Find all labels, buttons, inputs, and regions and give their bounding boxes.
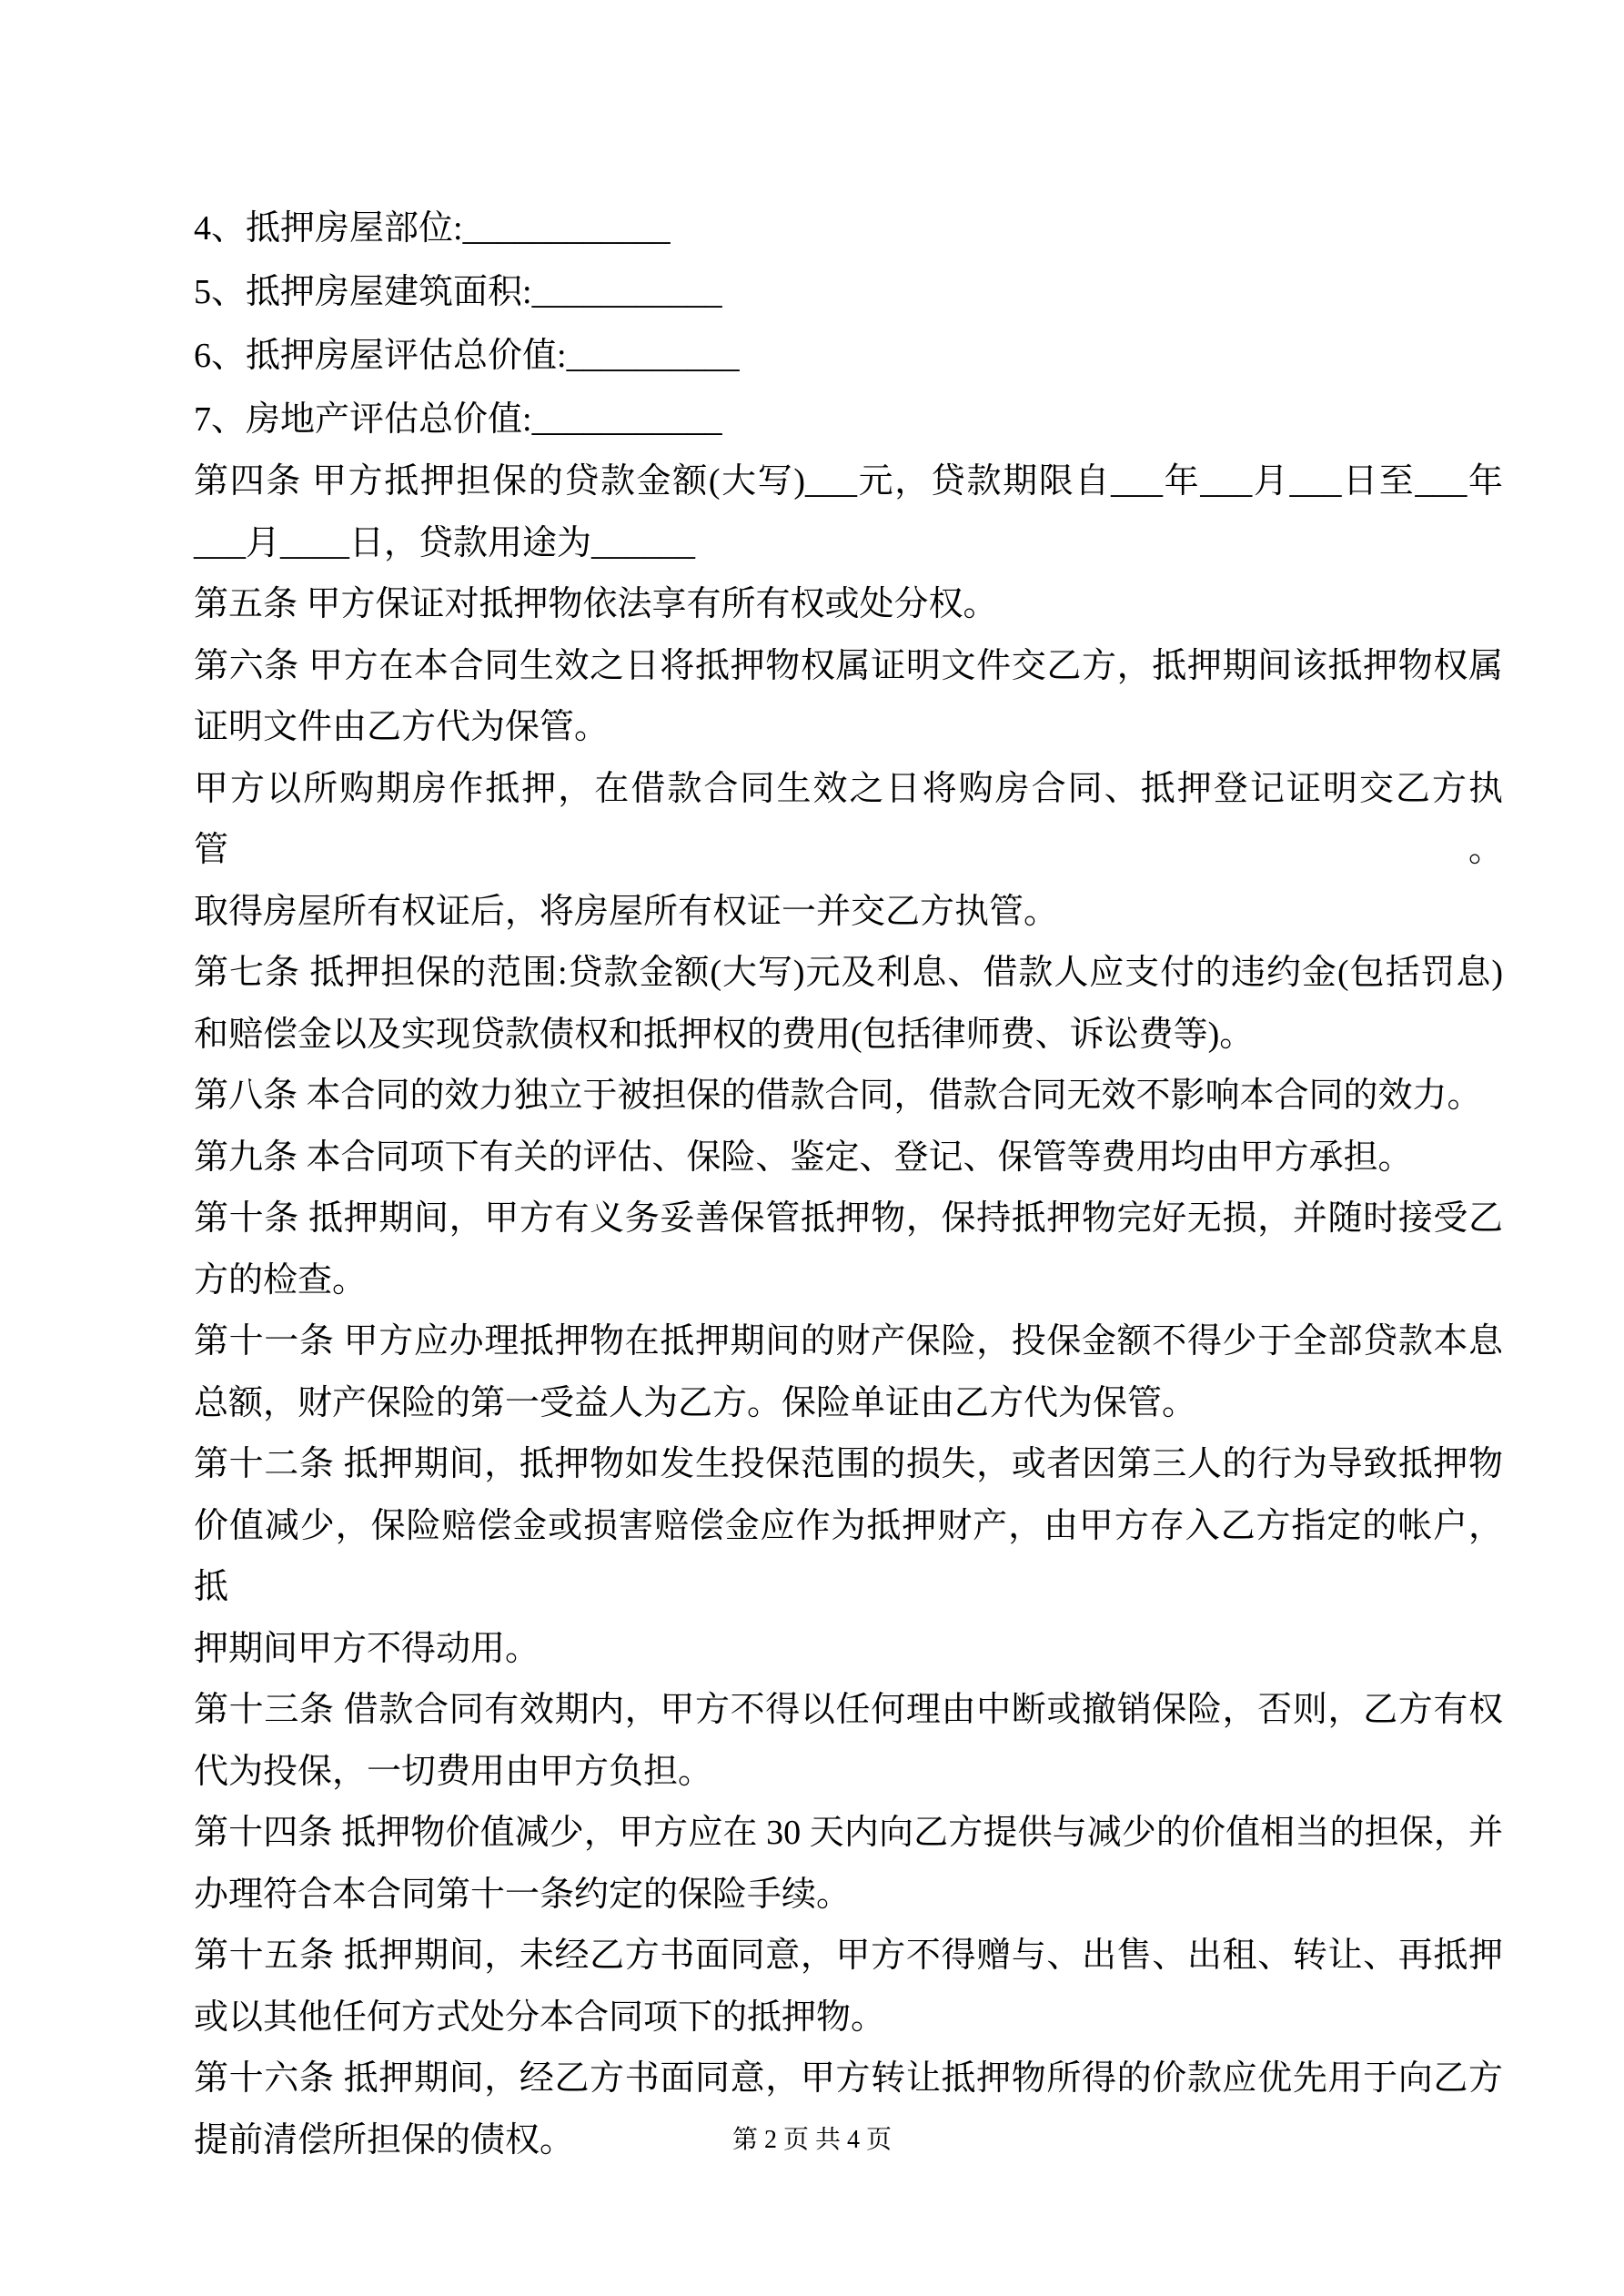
clause-6-line: 第六条 甲方在本合同生效之日将抵押物权属证明文件交乙方，抵押期间该抵押物权属	[194, 646, 1503, 685]
clause-14-line: 第十四条 抵押物价值减少，甲方应在 30 天内向乙方提供与减少的价值相当的担保，并	[194, 1814, 1503, 1852]
clause-12-line: 押期间甲方不得动用。	[194, 1629, 540, 1668]
clause-6-line: 证明文件由乙方代为保管。	[194, 708, 610, 746]
form-item-7-realestate-appraised-value	[194, 388, 1503, 451]
clause-8-line: 第八条 本合同的效力独立于被担保的借款合同，借款合同无效不影响本合同的效力。	[194, 1077, 1482, 1115]
form-item-4-mortgage-house-location	[194, 197, 1503, 260]
form-item-label: 4、抵押房屋部位:	[194, 209, 463, 248]
clause-13-line: 代为投保，一切费用由甲方负担。	[194, 1752, 713, 1791]
fill-in-blank: ___________	[531, 400, 722, 439]
clause-14-line: 办理符合本合同第十一条约定的保险手续。	[194, 1875, 852, 1914]
clause-7-line: 第七条 抵押担保的范围:贷款金额(大写)元及利息、借款人应支付的违约金(包括罚息)	[194, 954, 1503, 992]
form-item-label: 5、抵押房屋建筑面积:	[194, 273, 532, 311]
clause-4-line: 第四条 甲方抵押担保的贷款金额(大写)___元，贷款期限自___年___月___日至___年	[194, 462, 1503, 501]
clause-13-line: 第十三条 借款合同有效期内，甲方不得以任何理由中断或撤销保险，否则，乙方有权	[194, 1691, 1503, 1729]
clause-7-line: 和赔偿金以及实现贷款债权和抵押权的费用(包括律师费、诉讼费等)。	[194, 1015, 1255, 1054]
clause-12-line: 第十二条 抵押期间，抵押物如发生投保范围的损失，或者因第三人的行为导致抵押物	[194, 1445, 1503, 1483]
fill-in-blank: __________	[566, 337, 740, 375]
clause-10-line: 方的检查。	[194, 1260, 368, 1300]
clause-4-line: ___月____日，贷款用途为______	[194, 523, 696, 562]
form-item-label: 7、房地产评估总价值:	[194, 400, 532, 439]
clause-16-line: 提前清偿所担保的债权。	[194, 2120, 575, 2159]
clause-6-supplement-line: 取得房屋所有权证后，将房屋所有权证一并交乙方执管。	[194, 892, 1059, 931]
clause-5-line: 第五条 甲方保证对抵押物依法享有所有权或处分权。	[194, 585, 998, 623]
clause-12-line: 价值减少，保险赔偿金或损害赔偿金应作为抵押财产，由甲方存入乙方指定的帐户，抵	[194, 1506, 1503, 1606]
clause-6-supplement-line: 甲方以所购期房作抵押，在借款合同生效之日将购房合同、抵押登记证明交乙方执管。	[194, 769, 1503, 869]
form-item-5-building-area	[194, 260, 1503, 324]
contract-body	[194, 0, 1503, 2171]
clause-11-line: 第十一条 甲方应办理抵押物在抵押期间的财产保险，投保金额不得少于全部贷款本息	[194, 1322, 1503, 1360]
form-item-6-house-appraised-value	[194, 324, 1503, 388]
fill-in-blank: ____________	[462, 209, 671, 248]
clause-10-line: 第十条 抵押期间，甲方有义务妥善保管抵押物，保持抵押物完好无损，并随时接受乙	[194, 1199, 1503, 1238]
form-item-label: 6、抵押房屋评估总价值:	[194, 337, 567, 375]
clause-9-line: 第九条 本合同项下有关的评估、保险、鉴定、登记、保管等费用均由甲方承担。	[194, 1138, 1413, 1177]
page-number-footer: 第 2 页 共 4 页	[731, 2126, 892, 2154]
fill-in-blank: ___________	[531, 273, 722, 311]
clause-11-line: 总额，财产保险的第一受益人为乙方。保险单证由乙方代为保管。	[194, 1383, 1197, 1422]
clause-16-line: 第十六条 抵押期间，经乙方书面同意，甲方转让抵押物所得的价款应优先用于向乙方	[194, 2059, 1503, 2098]
clause-15-line: 或以其他任何方式处分本合同项下的抵押物。	[194, 1998, 886, 2037]
clause-15-line: 第十五条 抵押期间，未经乙方书面同意，甲方不得赠与、出售、出租、转让、再抵押	[194, 1937, 1503, 1975]
